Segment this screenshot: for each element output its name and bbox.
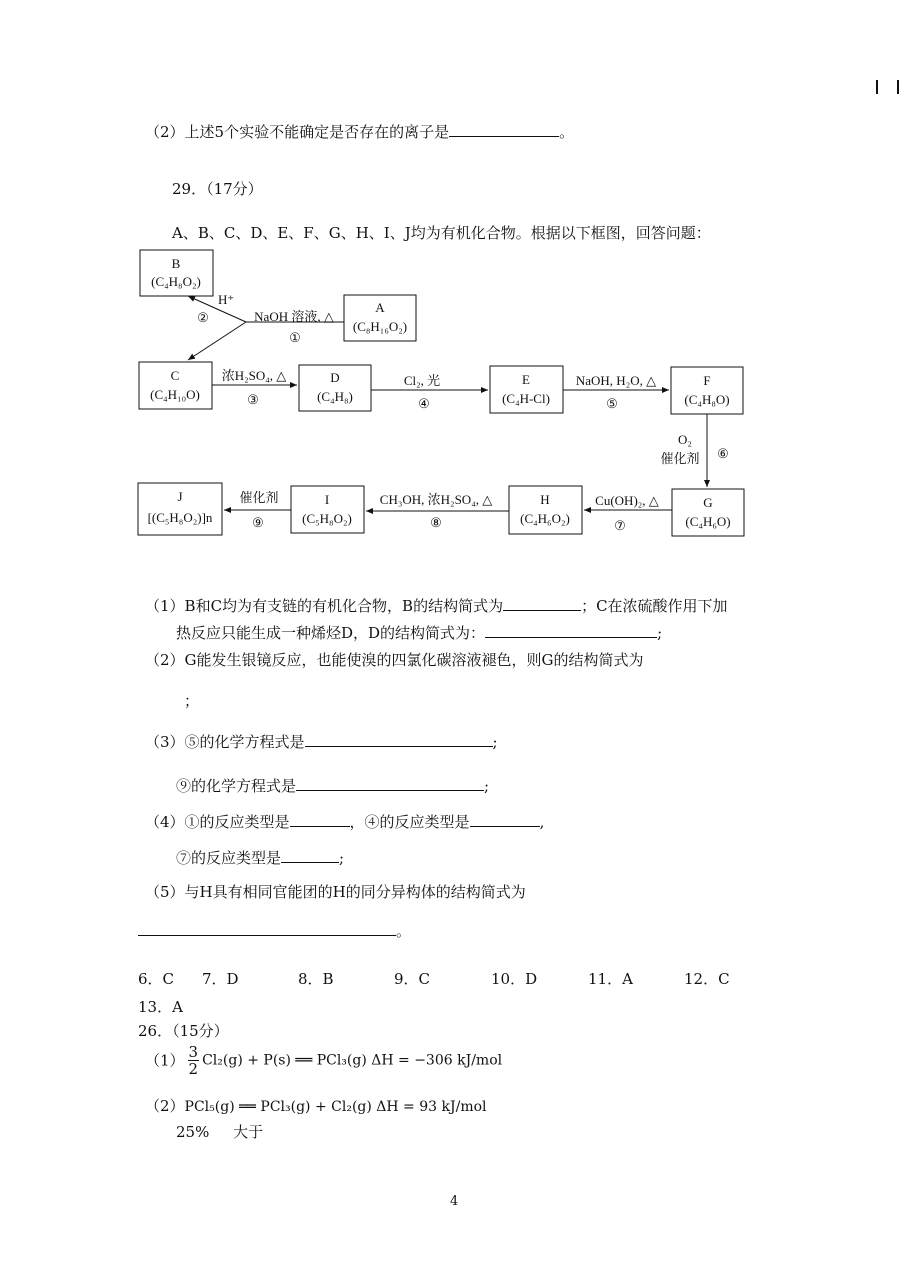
fraction [188,1044,200,1077]
mc-answer: 8．B [298,970,334,988]
box-i [291,486,364,533]
q29-q4-a-end: , [539,813,545,831]
q29-q1-text2: 热反应只能生成一种烯烃D，D的结构简式为： [176,624,486,642]
q29-q5-end: 。 [396,922,412,940]
q29-q1-text: （1）B和C均为有支链的有机化合物，B的结构简式为 [145,597,504,615]
box-a [344,295,416,341]
box-h [509,486,582,534]
step-9-marker: ⑨ [252,515,264,530]
box-j-letter: J [177,489,183,504]
box-f-letter: F [703,373,711,388]
box-h-letter: H [540,492,550,507]
q26-answer-2 [145,1095,487,1116]
q26-heading: 26．（15分） [138,1022,229,1040]
box-f [671,367,743,414]
q29-q3-a [145,731,498,752]
box-h-formula: (C₄H₆O₂) [520,511,570,526]
q26-1-equation: Cl₂(g) + P(s) ══ PCl₃(g) ΔH = −306 kJ/mol [202,1052,503,1069]
label-step5-reagent: NaOH, H₂O, △ [575,373,657,388]
q29-q4-a-text2: ，④的反应类型是 [349,813,470,831]
q29-q3-b [176,775,489,796]
box-a-letter: A [375,300,385,315]
box-c [139,362,212,409]
q29-q1-line1 [145,595,728,616]
q29-q2-line2: ； [184,692,200,710]
mc-answer: 10．D [491,970,538,988]
box-g [672,489,744,536]
mc-answer: 7．D [202,970,239,988]
step-4-marker: ④ [418,396,430,411]
q29-q1-end: ; [657,624,663,642]
label-step9-reagent: 催化剂 [239,490,279,505]
step-3-marker: ③ [247,392,259,407]
label-step7-reagent: Cu(OH)₂, △ [595,493,659,508]
answer-blank [503,596,581,611]
box-d-letter: D [330,370,340,385]
box-d [299,365,371,411]
q29-q4-a [145,811,544,832]
q26-answer-1 [145,1044,502,1077]
answer-blank [470,812,540,827]
q29-q3-b-text: ⑨的化学方程式是 [176,777,297,795]
box-c-letter: C [170,368,180,383]
q28-item2-end: 。 [559,123,575,141]
answer-blank [305,732,493,747]
q29-q2-line1: （2）G能发生银镜反应，也能使溴的四氯化碳溶液褪色，则G的结构简式为 [145,651,644,669]
box-i-formula: (C₅H₈O₂) [302,511,352,526]
box-i-letter: I [324,492,330,507]
q29-q5-answer-line [138,920,411,941]
q29-heading: 29．（17分） [172,180,263,198]
reaction-scheme [0,0,909,600]
box-g-letter: G [703,495,713,510]
answer-blank [138,921,396,936]
label-step6-o2: O₂ [678,432,692,447]
q29-q4-b-end: ; [339,849,345,867]
q29-q4-a-text1: （4）①的反应类型是 [145,813,290,831]
box-e-formula: (C₄H-Cl) [502,391,550,406]
q29-q3-a-end: ; [492,733,498,751]
q29-q1-text-mid: ；C在浓硫酸作用下加 [581,597,728,615]
q28-item2-text: （2）上述5个实验不能确定是否存在的离子是 [145,123,450,141]
mc-answer: 11．A [588,970,633,988]
mc-answer: 9．C [394,970,431,988]
box-e-letter: E [522,372,530,387]
q29-q3-a-text: （3）⑤的化学方程式是 [145,733,305,751]
mc-answer: 6．C [138,970,175,988]
label-step6-catalyst: 催化剂 [660,451,700,466]
box-a-formula: (C₈H₁₆O₂) [352,319,408,334]
box-g-formula: (C₄H₆O) [685,514,731,529]
box-e [490,366,563,413]
step-7-marker: ⑦ [614,518,626,533]
q29-q4-b [176,847,344,868]
q26-2-label: （2） [145,1097,185,1115]
q29-q1-line2 [176,622,662,643]
step-1-marker: ① [289,330,301,345]
q26-2-equation: PCl₅(g) ══ PCl₃(g) + Cl₂(g) ΔH = 93 kJ/mol [184,1099,487,1115]
fraction-denominator: 2 [188,1060,199,1078]
mc-answer: 13．A [138,998,183,1016]
label-h-plus: H⁺ [218,292,235,307]
label-step4-reagent: Cl₂, 光 [403,373,441,388]
box-b-letter: B [171,256,181,271]
box-j-formula: [(C₅H₈O₂)]n [147,510,213,525]
label-step1-reagent: NaOH 溶液, △ [254,309,334,324]
box-c-formula: (C₄H₁₀O) [150,387,200,402]
fraction-numerator: 3 [188,1043,199,1061]
q29-q5: （5）与H具有相同官能团的H的同分异构体的结构简式为 [145,883,526,901]
box-d-formula: (C₄H₈) [317,389,353,404]
step-5-marker: ⑤ [606,396,618,411]
label-step3-reagent: 浓H₂SO₄, △ [221,368,287,383]
label-step8-reagent: CH₃OH, 浓H₂SO₄, △ [379,492,493,507]
q29-q4-b-text: ⑦的反应类型是 [176,849,282,867]
page-number: 4 [450,1194,459,1209]
mc-answer: 12．C [684,970,730,988]
q26-answer-3: 25% 大于 [176,1123,264,1141]
step-8-marker: ⑧ [430,515,442,530]
q26-1-label: （1） [145,1051,185,1070]
step-6-marker: ⑥ [717,446,729,461]
q29-q3-b-end: ; [484,777,490,795]
box-b-formula: (C₄H₈O₂) [151,274,201,289]
answer-blank [485,623,657,638]
answer-blank [281,848,339,863]
step-2-marker: ② [197,310,209,325]
answer-blank [296,776,484,791]
arrow-a-split [188,296,344,360]
box-f-formula: (C₄H₈O) [684,392,730,407]
q29-intro: A、B、C、D、E、F、G、H、I、J均为有机化合物。根据以下框图，回答问题： [172,224,711,242]
answer-blank [290,812,350,827]
box-b [140,250,213,296]
box-j [138,483,222,535]
